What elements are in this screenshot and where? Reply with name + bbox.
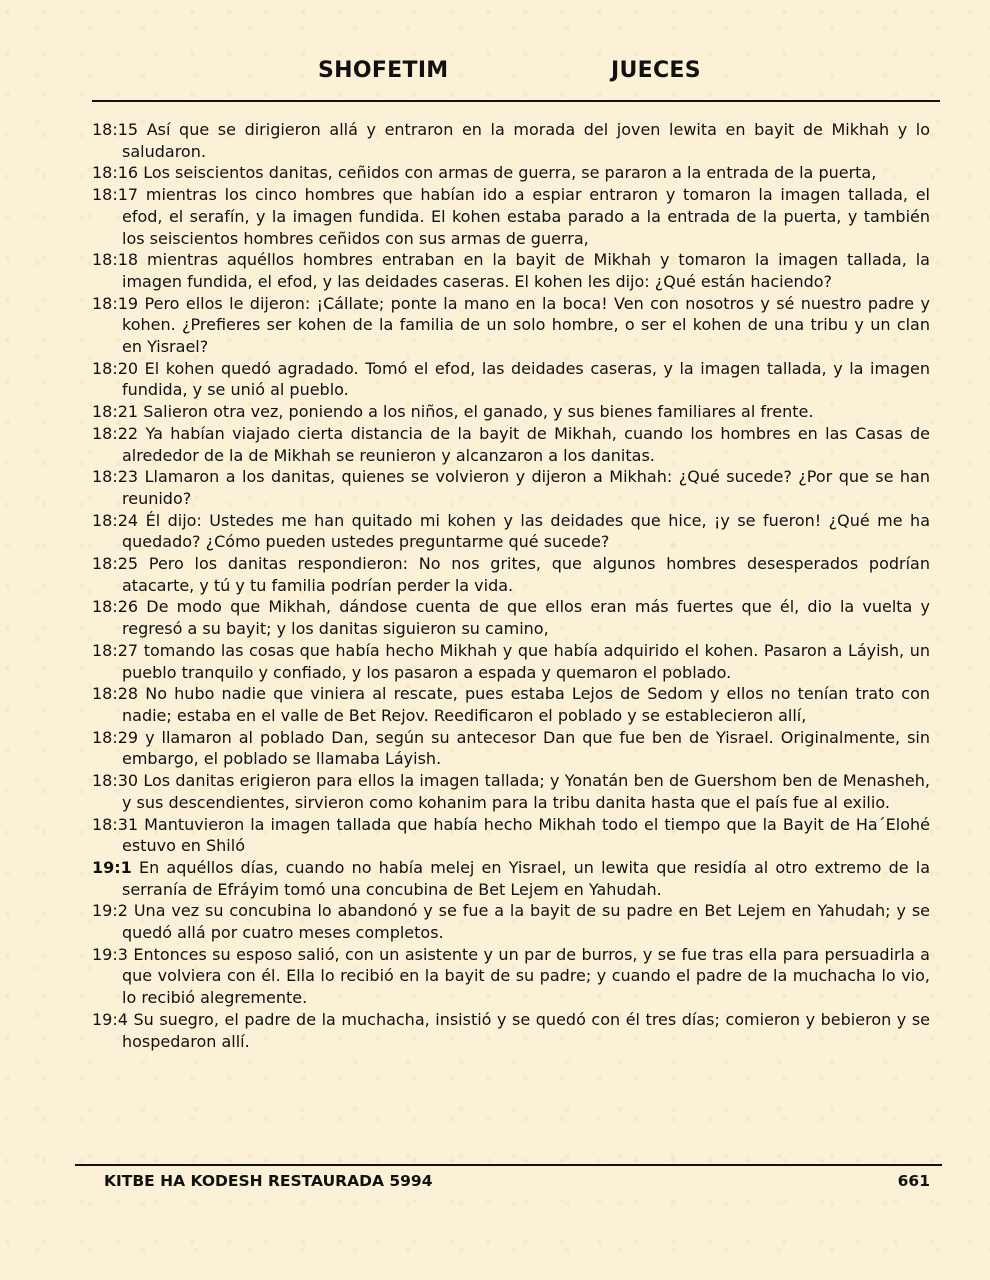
footer-title: KITBE HA KODESH RESTAURADA 5994 (104, 1172, 433, 1190)
verse-reference: 18:29 (92, 727, 139, 747)
verse-reference: 18:26 (92, 597, 139, 617)
verse-text: Así que se dirigieron allá y entraron en la morada del joven lewita en bayit de Mikhah y lo saludaron. (122, 120, 930, 161)
verse-text: Los seiscientos danitas, ceñidos con armas de guerra, se pararon a la entrada de la puerta, (143, 163, 877, 183)
verse-reference: 18:24 (92, 510, 139, 530)
verse-reference: 18:18 (92, 250, 139, 270)
verse (92, 857, 930, 900)
verse-text: Salieron otra vez, poniendo a los niños, el ganado, y sus bienes familiares al frente. (143, 402, 814, 422)
verse-reference: 18:21 (92, 402, 139, 422)
verse-reference: 18:30 (92, 771, 139, 791)
verse (92, 162, 930, 184)
verse-text: Su suegro, el padre de la muchacha, insistió y se quedó con él tres días; comieron y bebieron y se hospedaron allí. (122, 1009, 931, 1051)
verse (92, 553, 930, 596)
verse-text: Una vez su concubina lo abandonó y se fue a la bayit de su padre en Bet Lejem en Yahudah; y se quedó allá por cuatro meses completos. (122, 901, 931, 943)
verse (92, 466, 930, 509)
page-header (0, 58, 990, 92)
verse (92, 184, 930, 249)
verse-text: Entonces su esposo salió, con un asistente y un par de burros, y se fue tras ella para persuadirla a que volviera con él. Ella lo recibió en la bayit de su padre; y cuando el padre de la muchacha lo vio, lo recibió alegremente. (122, 944, 930, 1008)
verse-reference: 18:25 (92, 554, 139, 574)
header-book-hebrew: SHOFETIM (318, 58, 449, 83)
verse-text: mientras aquéllos hombres entraban en la bayit de Mikhah y tomaron la imagen tallada, la imagen fundida, el efod, y las deidades caseras. El kohen les dijo: ¿Qué están haciendo? (122, 250, 930, 291)
verse-text: De modo que Mikhah, dándose cuenta de que ellos eran más fuertes que él, dio la vuelta y regresó a su bayit; y los danitas siguieron su camino, (122, 597, 930, 639)
header-rule (92, 100, 940, 102)
verse (92, 249, 930, 292)
verse-reference: 19:4 (92, 1009, 128, 1029)
verse-text: Los danitas erigieron para ellos la imagen tallada; y Yonatán ben de Guershom ben de Menasheh, y sus descendientes, sirvieron como kohanim para la tribu danita hasta que el país fue al exilio. (122, 771, 930, 812)
verse-text: Llamaron a los danitas, quienes se volvieron y dijeron a Mikhah: ¿Qué sucede? ¿Por que se han reunido? (122, 467, 931, 508)
verse (92, 358, 930, 401)
verse-text: mientras los cinco hombres que habían ido a espiar entraron y tomaron la imagen tallada, el efod, el serafín, y la imagen fundida. El kohen estaba parado a la entrada de la puerta, y también los seiscientos hombres ceñidos con sus armas de guerra, (122, 185, 930, 248)
verse-reference: 18:15 (92, 120, 139, 139)
verse-reference: 18:20 (92, 358, 139, 378)
verse-reference: 18:23 (92, 467, 139, 487)
verse (92, 401, 930, 423)
page-number: 661 (897, 1172, 930, 1190)
verse-reference: 18:27 (92, 640, 139, 660)
verse (92, 596, 930, 639)
verse (92, 900, 930, 943)
verse-reference: 18:31 (92, 814, 139, 834)
verse-text: Pero ellos le dijeron: ¡Cállate; ponte la mano en la boca! Ven con nosotros y sé nuestro padre y kohen. ¿Prefieres ser kohen de la familia de un solo hombre, o ser el kohen de una tribu y un clan en Yisrael? (122, 293, 930, 357)
verse (92, 293, 930, 358)
verse (92, 423, 930, 466)
verse (92, 683, 930, 726)
verse-text: tomando las cosas que había hecho Mikhah y que había adquirido el kohen. Pasaron a Láyish, un pueblo tranquilo y confiado, y los pasaron a espada y quemaron el poblado. (122, 640, 930, 682)
verse-reference: 19:3 (92, 944, 128, 964)
verse-text: y llamaron al poblado Dan, según su antecesor Dan que fue ben de Yisrael. Originalmente, sin embargo, el poblado se llamaba Láyish. (122, 727, 931, 769)
verse-reference: 18:16 (92, 163, 139, 183)
verse-text: No hubo nadie que viniera al rescate, pues estaba Lejos de Sedom y ellos no tenían trato con nadie; estaba en el valle de Bet Rejov. Reedificaron el poblado y se establecieron allí, (122, 684, 930, 725)
verse (92, 770, 930, 813)
verse-text: El kohen quedó agradado. Tomó el efod, las deidades caseras, y la imagen tallada, y la imagen fundida, y se unió al pueblo. (122, 358, 930, 400)
verse-text: Mantuvieron la imagen tallada que había hecho Mikhah todo el tiempo que la Bayit de Ha´Elohé estuvo en Shiló (122, 814, 930, 856)
verse (92, 510, 930, 553)
verse (92, 944, 930, 1009)
verse-list (92, 119, 930, 1052)
verse-text: Pero los danitas respondieron: No nos grites, que algunos hombres desesperados podrían atacarte, y tú y tu familia podrían perder la vida. (122, 554, 930, 595)
footer-rule (75, 1164, 942, 1166)
page-footer (0, 1172, 990, 1196)
verse (92, 727, 930, 770)
verse-reference: 18:28 (92, 684, 139, 704)
verse (92, 640, 930, 683)
header-book-spanish: JUECES (611, 58, 701, 83)
verse-reference: 19:1 (92, 857, 132, 877)
verse-text: Él dijo: Ustedes me han quitado mi kohen y las deidades que hice, ¡y se fueron! ¿Qué me ha quedado? ¿Cómo pueden ustedes preguntarme qué sucede? (122, 510, 930, 552)
verse-text: En aquéllos días, cuando no había melej en Yisrael, un lewita que residía al otro extremo de la serranía de Efráyim tomó una concubina de Bet Lejem en Yahudah. (122, 857, 930, 899)
verse-reference: 18:17 (92, 185, 139, 205)
verse-reference: 18:19 (92, 293, 139, 313)
verse (92, 119, 930, 162)
verse-reference: 18:22 (92, 423, 139, 443)
verse-text: Ya habían viajado cierta distancia de la bayit de Mikhah, cuando los hombres en las Casas de alrededor de la de Mikhah se reunieron y alcanzaron a los danitas. (122, 423, 930, 465)
verse-reference: 19:2 (92, 901, 128, 921)
verse (92, 1009, 930, 1052)
verse (92, 814, 930, 857)
